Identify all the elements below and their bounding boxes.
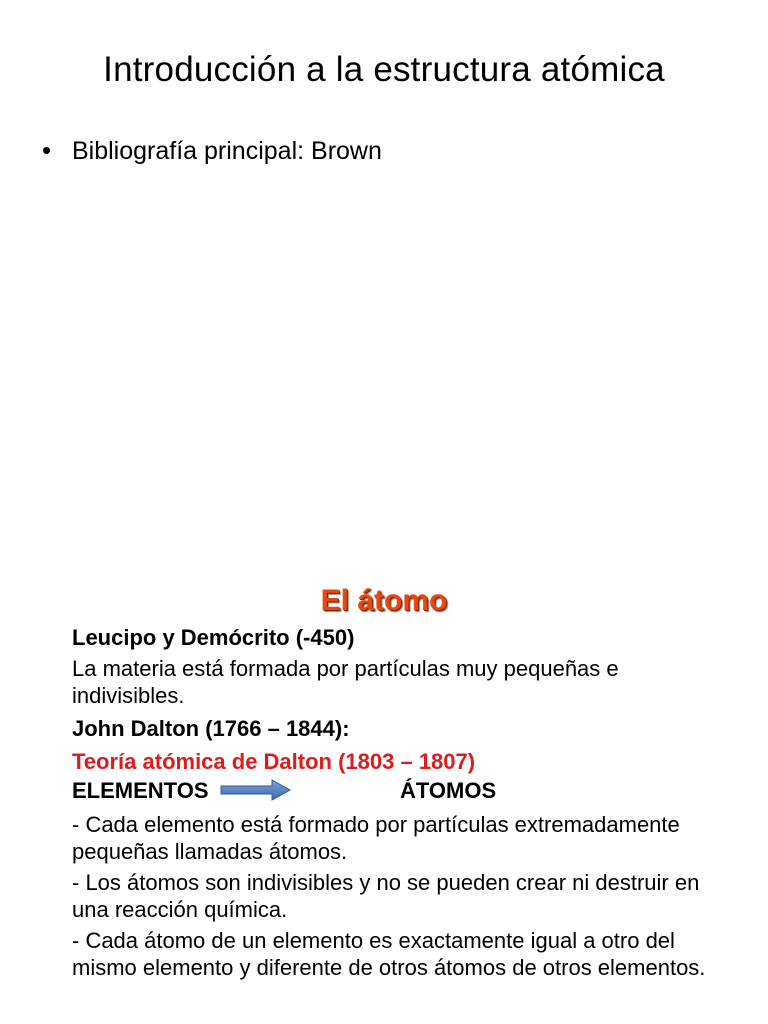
dalton-heading: John Dalton (1766 – 1844): xyxy=(72,716,350,741)
atom-heading: El átomo xyxy=(320,584,448,617)
elements-atoms-row xyxy=(72,777,732,807)
dalton-theory: Teoría atómica de Dalton (1803 – 1807) xyxy=(72,749,476,774)
postulate-1: - Cada elemento está formado por partículas extremadamente pequeñas llamadas átomos. xyxy=(72,812,680,864)
bibliography-text: Bibliografía principal: Brown xyxy=(72,137,382,165)
materia-text: La materia está formada por partículas muy pequeñas e indivisibles. xyxy=(72,656,619,708)
bullet-icon: • xyxy=(42,135,52,165)
bibliography-bullet xyxy=(42,134,382,167)
atom-content xyxy=(72,624,732,981)
atomos-label: ÁTOMOS xyxy=(400,778,497,803)
slide-title: Introducción a la estructura atómica xyxy=(103,50,665,89)
right-arrow-icon xyxy=(220,779,292,807)
postulate-2: - Los átomos son indivisibles y no se pueden crear ni destruir en una reacción química. xyxy=(72,870,700,922)
postulate-3: - Cada átomo de un elemento es exactamente igual a otro del mismo elemento y diferente de otros átomos de otros elementos. xyxy=(72,928,706,980)
elementos-label: ELEMENTOS xyxy=(72,778,209,803)
leucipo-heading: Leucipo y Demócrito (-450) xyxy=(72,625,355,650)
